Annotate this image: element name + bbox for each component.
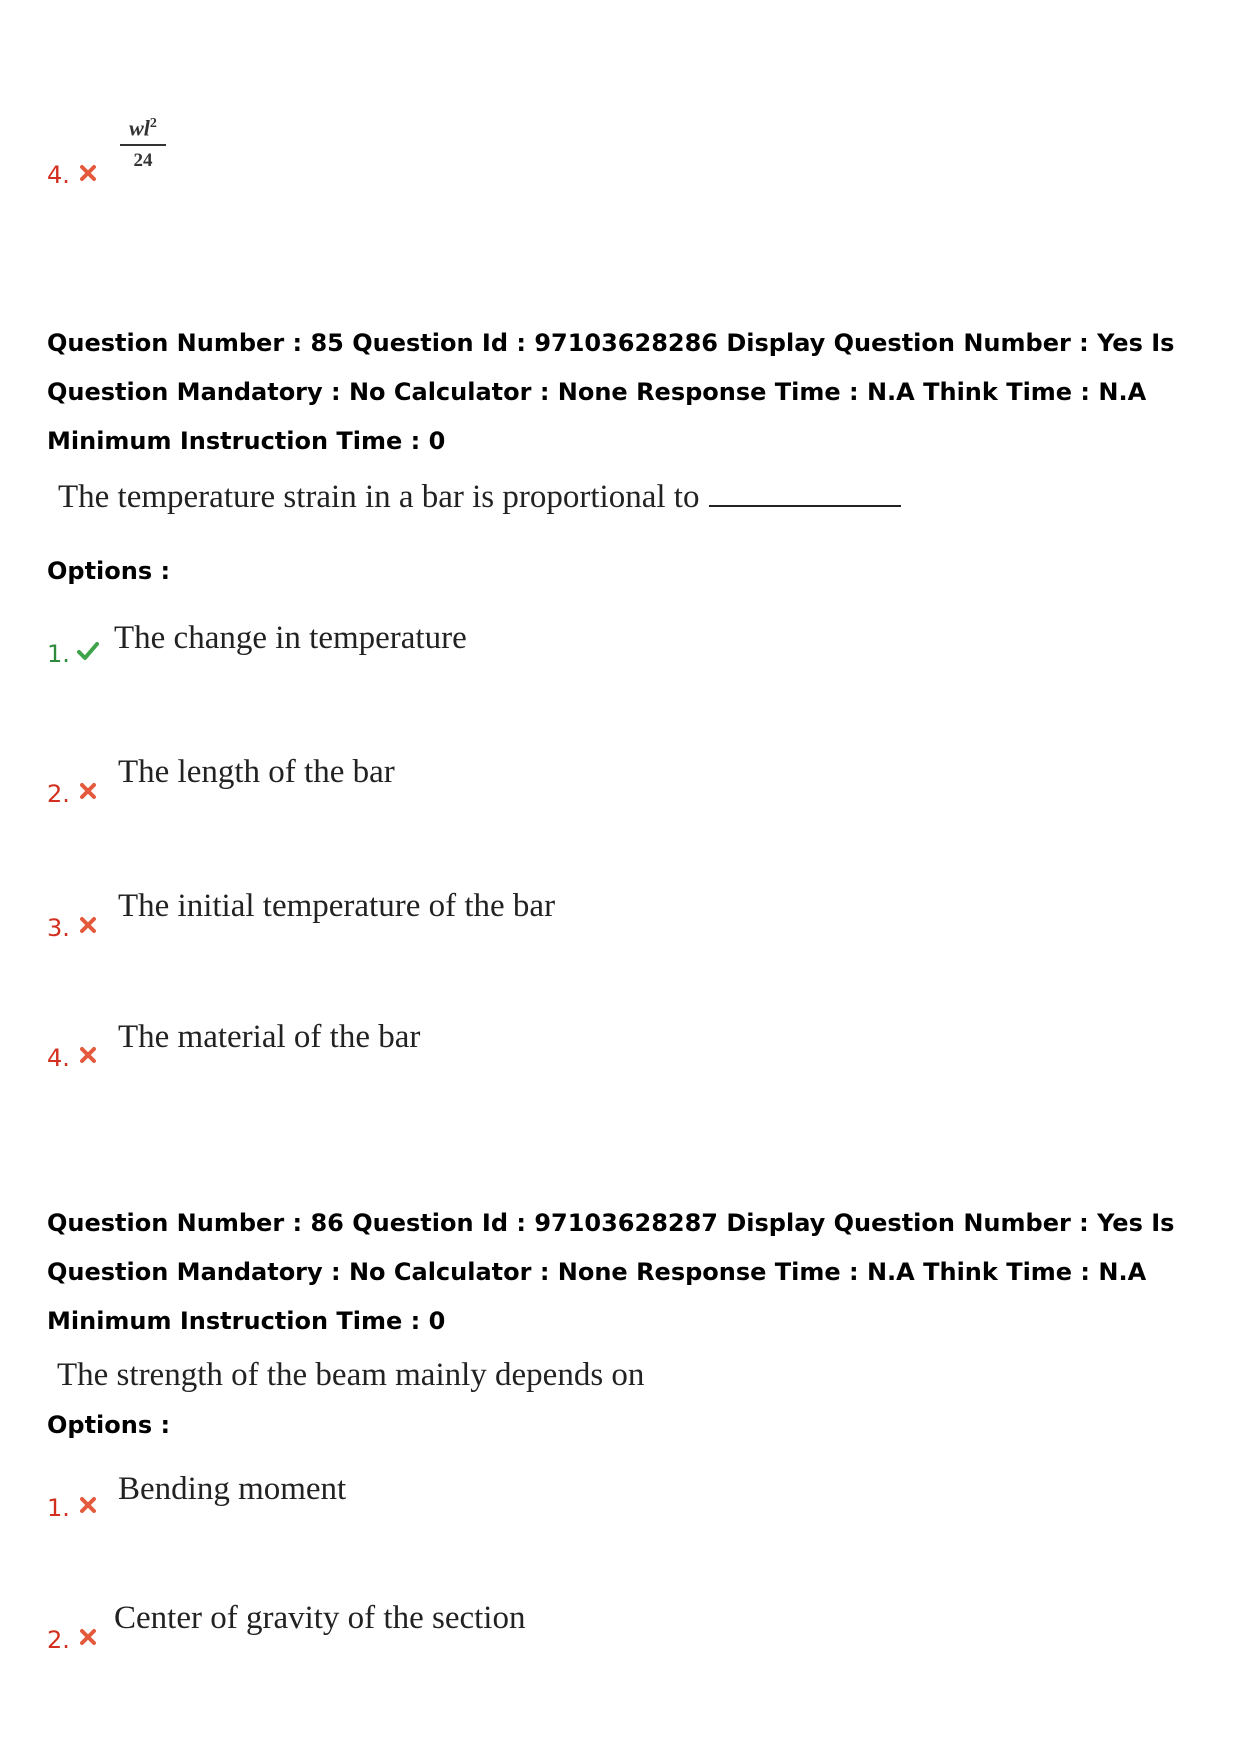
q85-option-2-text: The length of the bar — [118, 754, 395, 790]
answer-blank — [709, 505, 901, 507]
q85-option-3-number: 3. — [47, 914, 70, 942]
q85-option-1-number: 1. — [47, 640, 70, 668]
q86-option-2-text: Center of gravity of the section — [114, 1600, 526, 1636]
cross-icon — [78, 781, 98, 801]
q85-option-4-text: The material of the bar — [118, 1019, 421, 1055]
q86-option-1-number: 1. — [47, 1494, 70, 1522]
cross-icon — [78, 1495, 98, 1515]
prev-option-4-number: 4. — [47, 161, 70, 189]
cross-icon — [78, 1627, 98, 1647]
q86-option-1-text: Bending moment — [118, 1471, 347, 1507]
question-86-text: The strength of the beam mainly depends on — [57, 1357, 645, 1393]
question-85-meta: Question Number : 85 Question Id : 97103628286 Display Question Number : Yes Is Question Mandatory : No Calculator : None Response Time : N.A Think Time : N.A Minimum Instruction Time : 0 — [47, 329, 1175, 455]
cross-icon — [78, 915, 98, 935]
prev-option-4-fraction — [120, 110, 166, 172]
q85-option-4-number: 4. — [47, 1044, 70, 1072]
fraction-denominator: 24 — [133, 150, 153, 172]
question-86-meta: Question Number : 86 Question Id : 97103628287 Display Question Number : Yes Is Question Mandatory : No Calculator : None Response Time : N.A Think Time : N.A Minimum Instruction Time : 0 — [47, 1209, 1175, 1335]
q85-option-2-number: 2. — [47, 780, 70, 808]
question-86-options-label: Options : — [47, 1411, 171, 1439]
question-85-options-label: Options : — [47, 557, 171, 585]
q86-option-2-number: 2. — [47, 1626, 70, 1654]
q85-option-3-text: The initial temperature of the bar — [118, 888, 556, 924]
fraction-bar — [120, 144, 166, 146]
fraction-numerator: $wl^2$ — [129, 115, 157, 141]
cross-icon — [78, 1045, 98, 1065]
check-icon — [76, 640, 100, 662]
cross-icon — [78, 163, 98, 183]
question-85-text — [58, 477, 901, 517]
q85-option-1-text: The change in temperature — [114, 620, 467, 656]
question-85-text-content: The temperature strain in a bar is proportional to — [58, 479, 700, 515]
